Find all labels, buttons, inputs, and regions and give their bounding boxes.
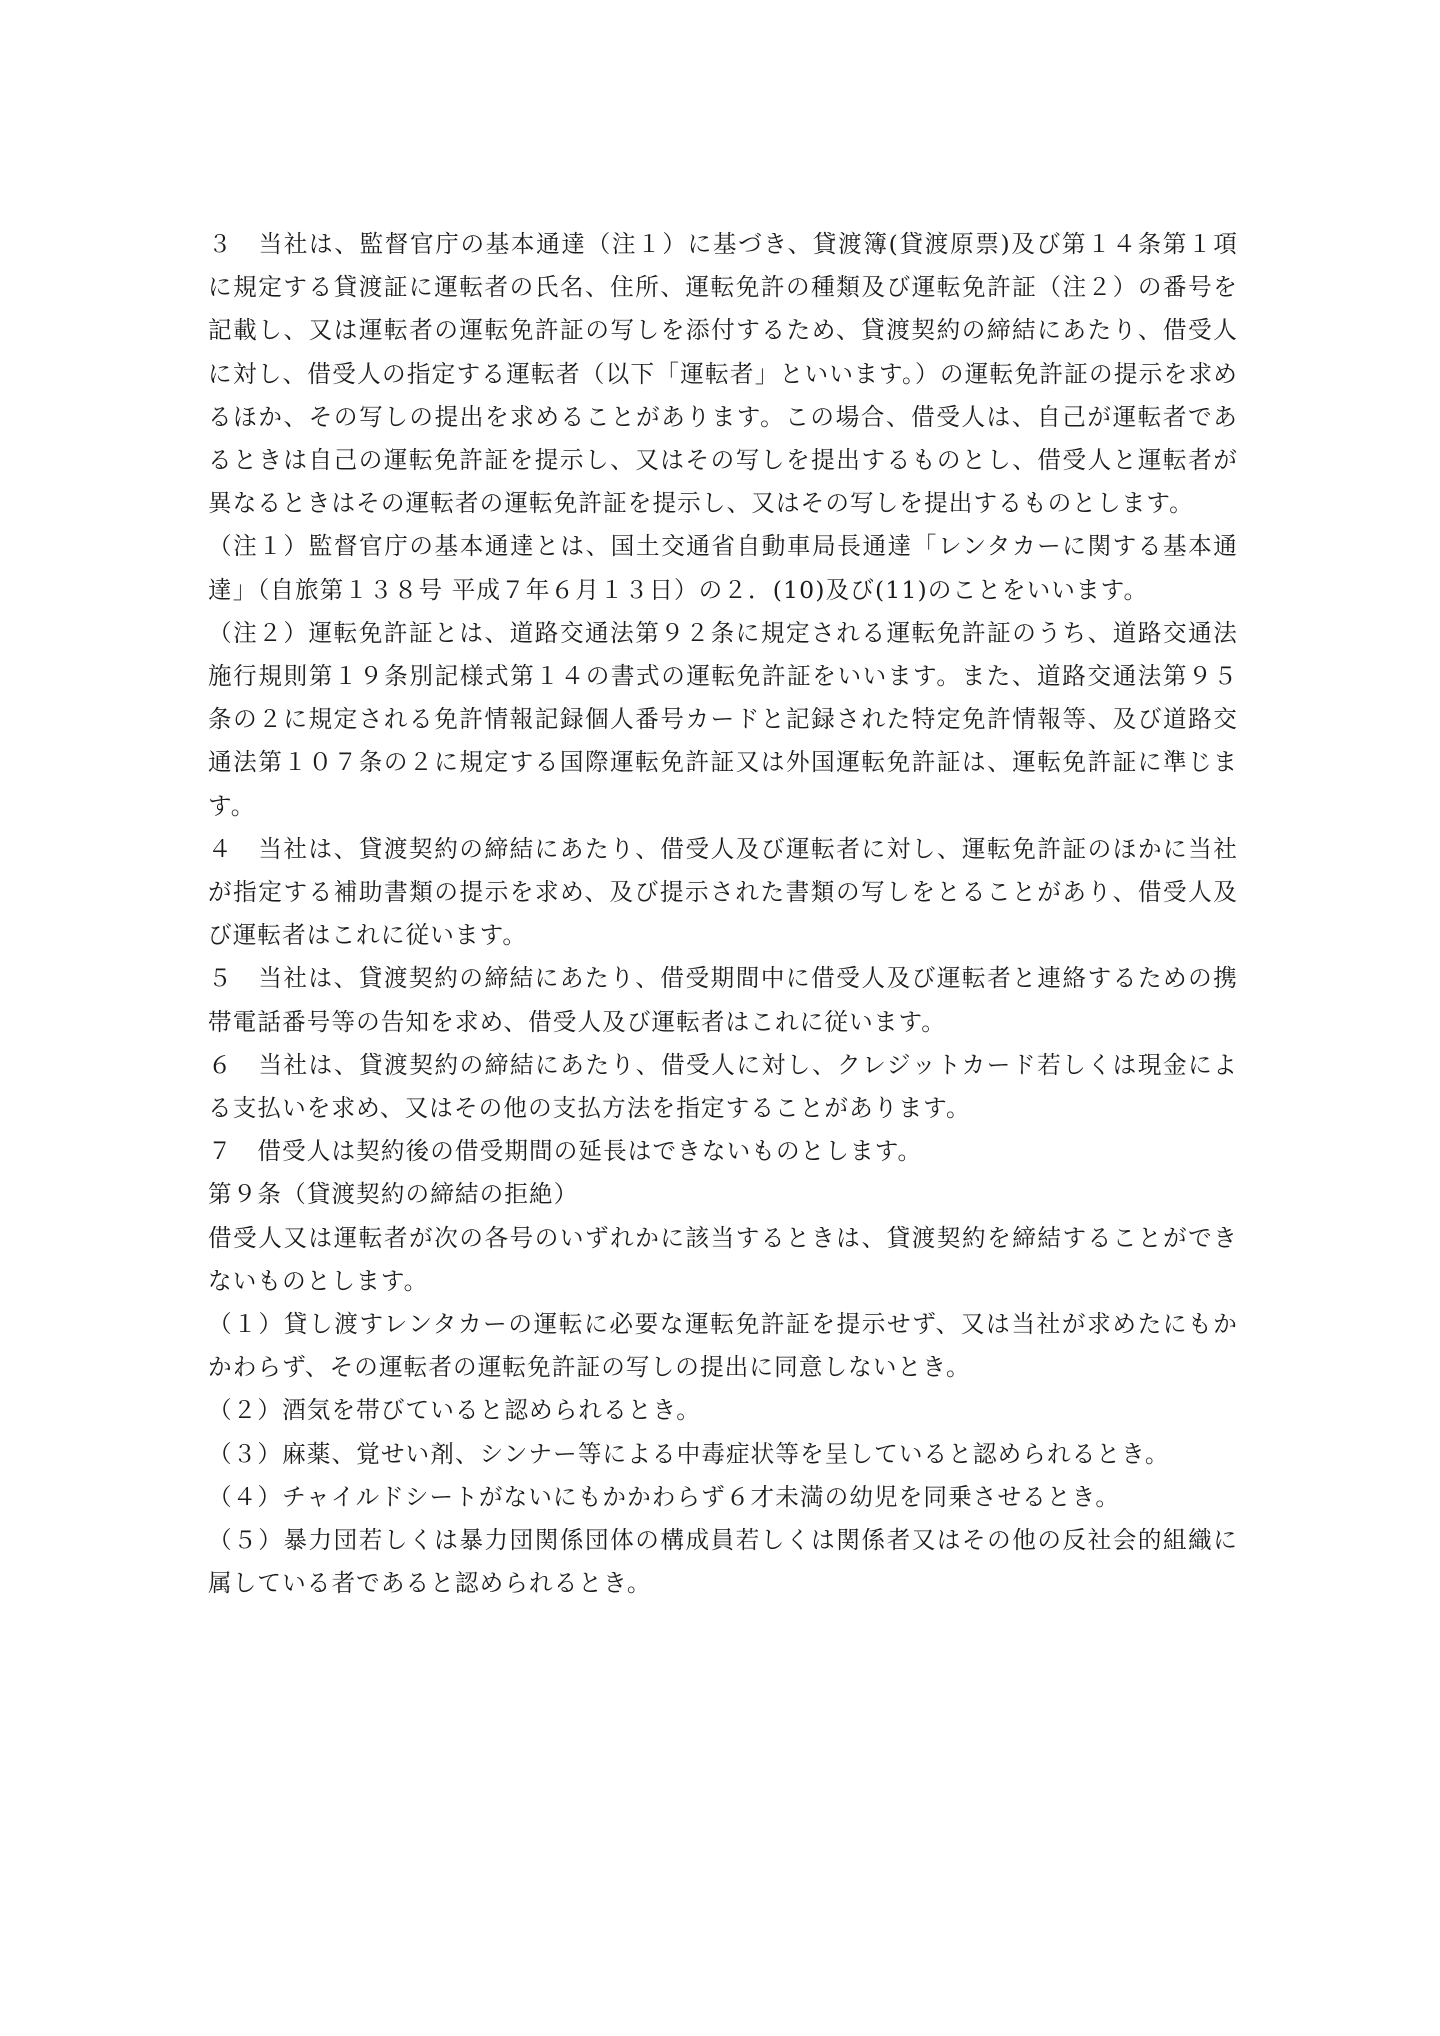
article-9-intro: 借受人又は運転者が次の各号のいずれかに該当するときは、貸渡契約を締結することができないものとします。 <box>208 1223 1238 1295</box>
paragraph-7-no-extension: ７ 借受人は契約後の借受期間の延長はできないものとします。 <box>208 1137 923 1166</box>
document-body <box>208 223 1238 1606</box>
article-9-item-5: （５）暴力団若しくは暴力団関係団体の構成員若しくは関係者又はその他の反社会的組織に属している者であると認められるとき。 <box>208 1526 1238 1598</box>
article-9-item-2: （２）酒気を帯びていると認められるとき。 <box>208 1396 701 1425</box>
article-9-heading: 第９条（貸渡契約の締結の拒絶） <box>208 1180 579 1209</box>
paragraph-3-license-check: ３ 当社は、監督官庁の基本通達（注１）に基づき、貸渡簿(貸渡原票)及び第１４条第１項に規定する貸渡証に運転者の氏名、住所、運転免許の種類及び運転免許証（注２）の番号を記載し、又は運転者の運転免許証の写しを添付するため、貸渡契約の締結にあたり、借受人に対し、借受人の指定する運転者（以下「運転者」といいます。）の運転免許証の提示を求めるほか、その写しの提出を求めることがあります。この場合、借受人は、自己が運転者であるときは自己の運転免許証を提示し、又はその写しを提出するものとし、借受人と運転者が異なるときはその運転者の運転免許証を提示し、又はその写しを提出するものとします。 <box>208 230 1238 518</box>
article-9-item-1: （１）貸し渡すレンタカーの運転に必要な運転免許証を提示せず、又は当社が求めたにもかかわらず、その運転者の運転免許証の写しの提出に同意しないとき。 <box>208 1310 1238 1382</box>
article-9-item-4: （４）チャイルドシートがないにもかかわらず６才未満の幼児を同乗させるとき。 <box>208 1482 1121 1511</box>
note-1-basic-notice: （注１）監督官庁の基本通達とは、国土交通省自動車局長通達「レンタカーに関する基本通達」（自旅第１３８号 平成７年６月１３日）の２．(10)及び(11)のことをいいます。 <box>208 532 1238 604</box>
paragraph-4-supporting-documents: ４ 当社は、貸渡契約の締結にあたり、借受人及び運転者に対し、運転免許証のほかに当社が指定する補助書類の提示を求め、及び提示された書類の写しをとることがあり、借受人及び運転者はこれに従います。 <box>208 834 1238 950</box>
note-2-license-definition: （注２）運転免許証とは、道路交通法第９２条に規定される運転免許証のうち、道路交通法施行規則第１９条別記様式第１４の書式の運転免許証をいいます。また、道路交通法第９５条の２に規定される免許情報記録個人番号カードと記録された特定免許情報等、及び道路交通法第１０７条の２に規定する国際運転免許証又は外国運転免許証は、運転免許証に準じます。 <box>208 618 1238 820</box>
article-9-item-3: （３）麻薬、覚せい剤、シンナー等による中毒症状等を呈していると認められるとき。 <box>208 1439 1170 1468</box>
paragraph-5-phone-number: ５ 当社は、貸渡契約の締結にあたり、借受期間中に借受人及び運転者と連絡するための携帯電話番号等の告知を求め、借受人及び運転者はこれに従います。 <box>208 964 1238 1036</box>
paragraph-6-payment-method: ６ 当社は、貸渡契約の締結にあたり、借受人に対し、クレジットカード若しくは現金による支払いを求め、又はその他の支払方法を指定することがあります。 <box>208 1050 1238 1123</box>
